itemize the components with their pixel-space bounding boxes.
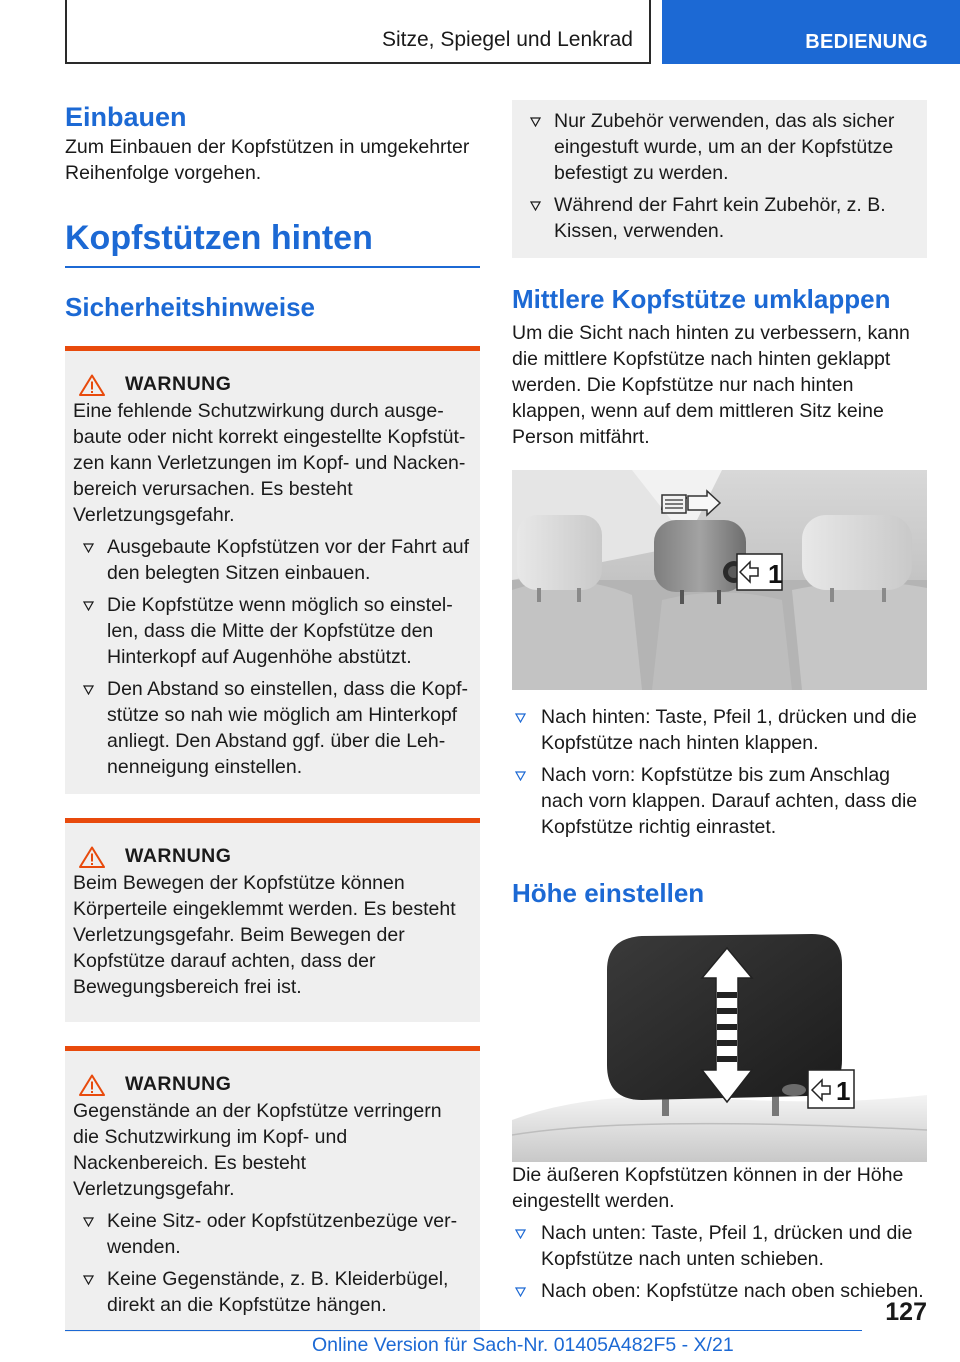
- warning-box-1: [65, 346, 480, 794]
- triangle-bullet-icon: [515, 1229, 526, 1239]
- list-item: Während der Fahrt kein Zubehör, z. B. Kissen, verwenden.: [520, 192, 919, 244]
- photo2-callout-label: 1: [836, 1076, 851, 1106]
- triangle-bullet-icon: [530, 117, 541, 127]
- safety-heading: Sicherheitshinweise: [65, 292, 315, 322]
- triangle-bullet-icon: [83, 685, 94, 695]
- rear-seat-illustration: [512, 470, 927, 690]
- warning-list: [520, 108, 919, 244]
- photo-rear-center-headrest: [512, 470, 927, 690]
- list-item: Keine Gegenstände, z. B. Kleiderbügel, direkt an die Kopfstütze hängen.: [73, 1266, 472, 1318]
- einbauen-heading: Einbauen: [65, 102, 187, 132]
- height-list: [512, 1220, 927, 1304]
- list-item: Keine Sitz- oder Kopfstützenbezüge verwenden.: [73, 1208, 472, 1260]
- triangle-bullet-icon: [83, 601, 94, 611]
- warning-box-3: [65, 1046, 480, 1332]
- list-item: Nach vorn: Kopfstütze bis zum Anschlag nach vorn klappen. Darauf achten, dass die Kopfstütze richtig einrastet.: [512, 762, 927, 840]
- triangle-bullet-icon: [515, 1287, 526, 1297]
- fold-list: [512, 704, 927, 840]
- warning-label: WARNUNG: [125, 373, 232, 395]
- warning-triangle-icon: [79, 846, 105, 868]
- triangle-bullet-icon: [515, 771, 526, 781]
- warning-text: Beim Bewegen der Kopfstütze können Körperteile eingeklemmt werden. Es besteht Verletzungsgefahr. Beim Bewegen der Kopfstütze darauf achten, dass der Bewegungsbereich frei ist.: [73, 872, 456, 998]
- triangle-bullet-icon: [515, 713, 526, 723]
- list-item: Nach hinten: Taste, Pfeil 1, drücken und die Kopfstütze nach hinten klappen.: [512, 704, 927, 756]
- photo-outer-headrest-height: [512, 930, 927, 1162]
- warning-triangle-icon: [79, 1074, 105, 1096]
- list-item: Den Abstand so einstellen, dass die Kopfstütze so nah wie möglich am Hinterkopf anliegt. Den Abstand ggf. über die Lehnenneigung einstellen.: [73, 676, 472, 780]
- list-item: Die Kopfstütze wenn möglich so einstellen, dass die Mitte der Kopfstütze den Hinterkopf auf Augenhöhe abstützt.: [73, 592, 472, 670]
- warning-label: WARNUNG: [125, 1073, 232, 1095]
- triangle-bullet-icon: [530, 201, 541, 211]
- warning-header: [73, 1073, 472, 1096]
- warning-text: Eine fehlende Schutzwirkung durch ausgebaute oder nicht korrekt eingestellte Kopfstützen kann Verletzungen im Kopf- und Nackenbereich verursachen. Es besteht Verletzungsgefahr.: [73, 400, 466, 526]
- warning-triangle-icon: [79, 374, 105, 396]
- right-column: [512, 100, 927, 1304]
- main-heading: Kopfstützen hinten: [65, 216, 480, 268]
- header-section-tab: [662, 0, 960, 64]
- warning-list: [73, 534, 472, 780]
- warning-header: [73, 373, 472, 396]
- headrest-height-illustration: [512, 930, 927, 1162]
- fold-text: Um die Sicht nach hinten zu verbessern, kann die mittlere Kopfstütze nach hinten geklappt werden. Die Kopfstütze nur nach hinten klappen, wenn auf dem mittleren Sitz keine Person mitfährt.: [512, 322, 910, 448]
- triangle-bullet-icon: [83, 1217, 94, 1227]
- left-column: [65, 100, 480, 1332]
- warning-header: [73, 845, 472, 868]
- warning-label: WARNUNG: [125, 845, 232, 867]
- height-heading: Höhe einstellen: [512, 878, 705, 908]
- height-text: Die äußeren Kopfstützen können in der Höhe eingestellt werden.: [512, 1164, 904, 1212]
- footer-online-version: Online Version für Sach-Nr. 01405A482F5 - X/21: [312, 1334, 734, 1356]
- header-section-title: BEDIENUNG: [805, 31, 928, 53]
- einbauen-text: Zum Einbauen der Kopfstützen in umgekehrter Reihenfolge vorgehen.: [65, 136, 470, 184]
- list-item: Ausgebaute Kopfstützen vor der Fahrt auf den belegten Sitzen einbauen.: [73, 534, 472, 586]
- warning-box-2: [65, 818, 480, 1022]
- warning-list: [73, 1208, 472, 1318]
- list-item: Nur Zubehör verwenden, das als sicher eingestuft wurde, um an der Kopfstütze befestigt zu werden.: [520, 108, 919, 186]
- footer-divider: [65, 1330, 862, 1331]
- triangle-bullet-icon: [83, 543, 94, 553]
- header-chapter-title: Sitze, Spiegel und Lenkrad: [381, 28, 633, 51]
- list-item: Nach oben: Kopfstütze nach oben schieben.: [512, 1278, 927, 1304]
- fold-heading: Mittlere Kopfstütze umklappen: [512, 284, 891, 314]
- triangle-bullet-icon: [83, 1275, 94, 1285]
- list-item: Nach unten: Taste, Pfeil 1, drücken und die Kopfstütze nach unten schieben.: [512, 1220, 927, 1272]
- header-chapter-box: [65, 0, 651, 64]
- warning-box-3-continued: [512, 100, 927, 258]
- warning-text: Gegenstände an der Kopfstütze verringern die Schutzwirkung im Kopf- und Nackenbereich. Es besteht Verletzungsgefahr.: [73, 1100, 442, 1200]
- page-number: 127: [885, 1298, 927, 1326]
- photo1-callout-label: 1: [768, 559, 783, 589]
